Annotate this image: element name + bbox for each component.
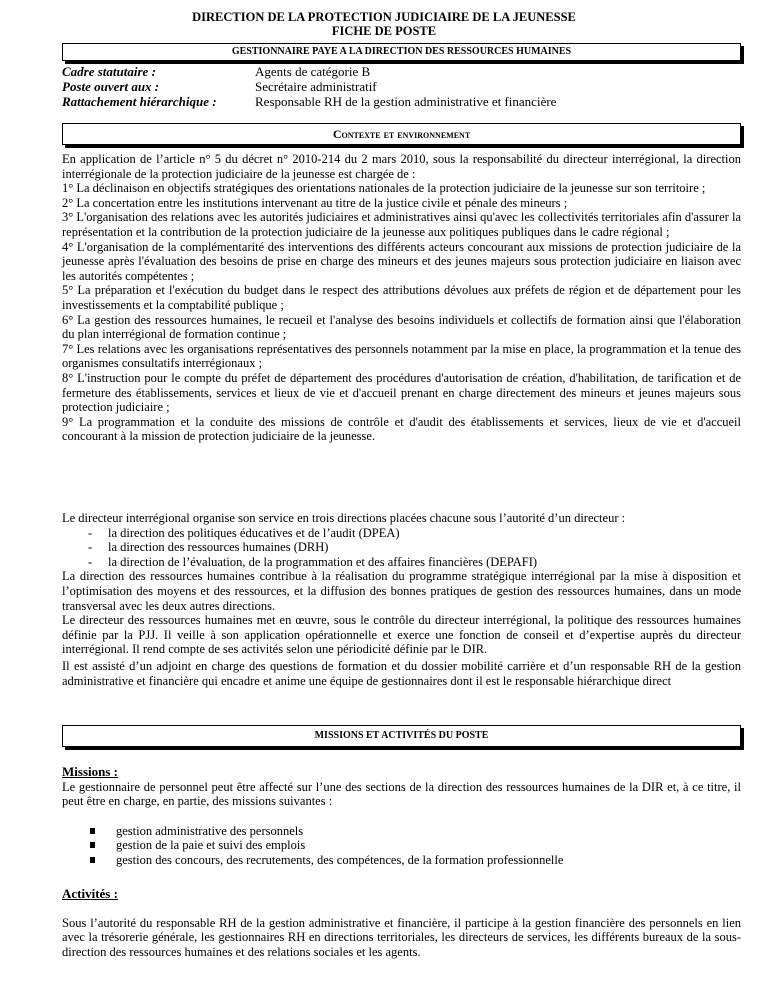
activites-text: Sous l’autorité du responsable RH de la gestion administrative et financière, il participe à la gestion financière des personnels en lien avec la trésorerie générale, les gestionnaires RH en directions territoriales, les directeurs de services, les différents bureaux de la sous-direction des ressources humaines et des relations sociales et les agents.	[62, 915, 741, 959]
missions-section	[62, 765, 741, 868]
context-intro: En application de l’article n° 5 du décret n° 2010-214 du 2 mars 2010, sous la responsabilité du directeur interrégional, la direction interrégionale de la protection judiciaire de la jeunesse est chargée de :	[62, 152, 741, 181]
context-item-9: 9° La programmation et la conduite des missions de contrôle et d'audit des établissements et services, lieux de vie et d'accueil concourant à la mission de protection judiciaire de la jeunesse.	[62, 414, 741, 444]
meta-value-rattachement: Responsable RH de la gestion administrative et financière	[255, 94, 557, 109]
drh-paragraph-3: Il est assisté d’un adjoint en charge des questions de formation et du dossier mobilité carrière et d’un responsable RH de la gestion administrative et financière qui encadre et anime une équipe de gestionnaires dont il est le responsable hiérarchique direct	[62, 658, 741, 688]
drh-paragraph-2: Le directeur des ressources humaines met en œuvre, sous le contrôle du directeur interrégional, la politique des ressources humaines définie par la PJJ. Il veille à son application opérationnelle et exerce une fonction de conseil et d’expertise auprès du directeur interrégional. Il rend compte de ses activités selon une périodicité définie par le DIR.	[62, 613, 741, 657]
context-item-8: 8° L'instruction pour le compte du préfet de département des procédures d'autorisation de création, d'habilitation, de tarification et de fermeture des établissements, services et lieux de vie et d'accueil prenant en charge directement des mineurs et jeunes majeurs sous protection judiciaire ;	[62, 370, 741, 415]
missions-heading: Missions :	[62, 764, 118, 779]
direction-item-dpea: - la direction des politiques éducatives et de l’audit (DPEA)	[88, 525, 400, 540]
doc-title: DIRECTION DE LA PROTECTION JUDICIAIRE DE LA JEUNESSE	[192, 10, 576, 24]
context-item-7: 7° Les relations avec les organisations représentatives des personnels notamment par la mise en place, la programmation et la tenue des organismes consultatifs interrégionaux ;	[62, 341, 741, 371]
organisation-intro: Le directeur interrégional organise son service en trois directions placées chacune sous l’autorité d’un directeur :	[62, 511, 626, 525]
context-item-1: 1° La déclinaison en objectifs stratégiques des orientations nationales de la protection judiciaire de la jeunesse sur son territoire ;	[62, 181, 706, 196]
context-item-2: 2° La concertation entre les institutions intervenant au titre de la justice civile et pénale des mineurs ;	[62, 195, 568, 210]
activites-section	[62, 887, 741, 959]
organisation-section	[62, 511, 741, 688]
doc-subtitle: FICHE DE POSTE	[331, 24, 437, 38]
job-meta	[62, 64, 742, 110]
banner-missions-text: MISSIONS ET ACTIVITÉS DU POSTE	[314, 730, 489, 741]
missions-item-3: gestion des concours, des recrutements, des compétences, de la formation professionnelle	[62, 853, 741, 868]
meta-label-poste: Poste ouvert aux :	[62, 79, 160, 94]
context-item-4: 4° L'organisation de la complémentarité des interventions des différents acteurs concourant aux missions de protection judiciaire de la jeunesse après l'évaluation des besoins de prise en charge des mineurs et des jeunes majeurs sous protection judiciaire en liaison avec les autorités compétentes ;	[62, 239, 741, 283]
banner-job-title-text: GESTIONNAIRE PAYE A LA DIRECTION DES RESSOURCES HUMAINES	[231, 46, 572, 57]
banner-context-text: Contexte et environnement	[332, 127, 471, 141]
meta-value-poste: Secrétaire administratif	[255, 79, 377, 94]
missions-item-2: gestion de la paie et suivi des emplois	[62, 838, 741, 853]
meta-label-rattachement: Rattachement hiérarchique :	[62, 94, 217, 109]
direction-item-depafi: - la direction de l’évaluation, de la programmation et des affaires financières (DEPAFI)	[88, 554, 538, 569]
banner-job-title	[62, 43, 741, 61]
banner-missions	[62, 725, 741, 747]
meta-label-cadre: Cadre statutaire :	[62, 64, 156, 79]
missions-item-1: gestion administrative des personnels	[62, 824, 741, 839]
context-section	[62, 152, 741, 444]
banner-context	[62, 123, 741, 145]
missions-list	[62, 824, 741, 868]
context-item-3: 3° L'organisation des relations avec les autorités judiciaires et administratives ainsi qu'avec les collectivités territoriales afin d'assurer la représentation et la contribution de la protection judiciaire de la jeunesse aux politiques publiques dans le cadre régional ;	[62, 210, 741, 239]
drh-paragraph-1: La direction des ressources humaines contribue à la réalisation du programme stratégique interrégional par la mise à disposition et l’optimisation des moyens et des ressources, et la diffusion des bonnes pratiques de gestion des ressources humaines, dans un mode transversal avec les deux autres directions.	[62, 569, 741, 613]
activites-heading: Activités :	[62, 886, 118, 901]
context-item-5: 5° La préparation et l'exécution du budget dans le respect des attributions dévolues aux préfets de région et de département pour les investissements et la comptabilité publique ;	[62, 283, 741, 312]
context-item-6: 6° La gestion des ressources humaines, le recueil et l'analyse des besoins individuels et collectifs de formation ainsi que l'élaboration du plan interrégional de formation continue ;	[62, 312, 741, 342]
direction-item-drh: - la direction des ressources humaines (DRH)	[88, 540, 329, 555]
meta-value-cadre: Agents de catégorie B	[255, 64, 371, 79]
missions-text: Le gestionnaire de personnel peut être affecté sur l’une des sections de la direction des ressources humaines de la DIR et, à ce titre, il peut être en charge, en partie, des missions suivantes :	[62, 779, 741, 809]
